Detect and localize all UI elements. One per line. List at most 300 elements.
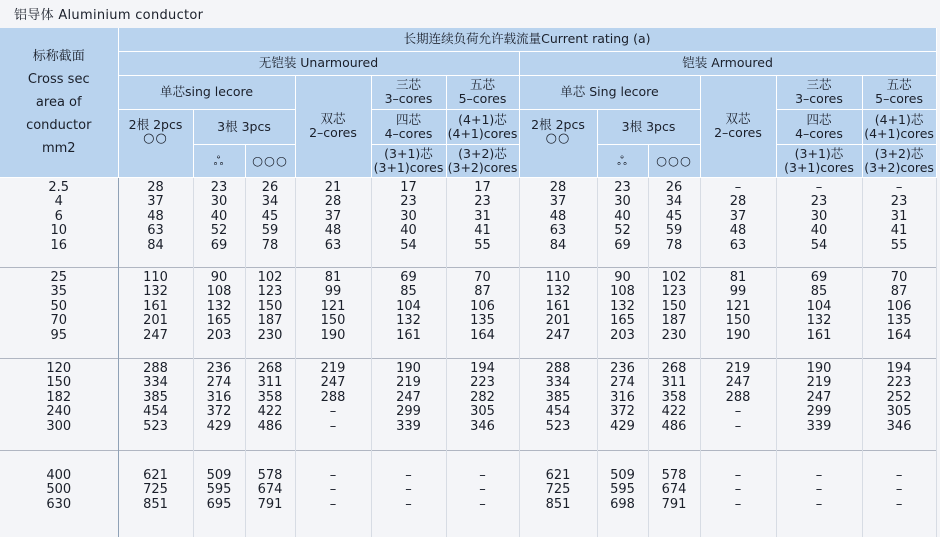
- rating-value: –: [479, 496, 486, 512]
- rating-cell: [371, 177, 446, 267]
- rating-cell: [648, 177, 700, 267]
- rating-value: 203: [206, 327, 232, 343]
- rating-value: 595: [610, 482, 635, 498]
- rating-cell: [862, 450, 936, 537]
- table-row-group: [0, 358, 936, 450]
- rating-value: 695: [206, 496, 232, 512]
- rating-value: 78: [665, 237, 683, 253]
- rating-value: 201: [143, 313, 168, 329]
- rating-value: 509: [610, 467, 635, 483]
- rating-value: 578: [661, 467, 687, 483]
- rating-value: 247: [396, 389, 421, 405]
- cross-section-value: 50: [50, 298, 68, 314]
- cross-section-value: 182: [46, 389, 72, 405]
- rating-value: 252: [886, 389, 912, 405]
- table-row-group: [0, 450, 936, 537]
- rating-cell: [193, 358, 245, 450]
- rating-value: 305: [470, 404, 495, 420]
- rating-value: 429: [206, 418, 232, 434]
- rating-value: 161: [806, 327, 832, 343]
- rating-cell: [597, 450, 648, 537]
- cross-section-value: 2.5: [48, 179, 70, 195]
- rating-value: 30: [810, 208, 828, 224]
- rating-value: 110: [545, 269, 571, 285]
- rating-cell: [118, 177, 193, 267]
- rating-value: 108: [206, 284, 232, 300]
- rating-value: 311: [257, 375, 283, 391]
- rating-value: 37: [549, 194, 567, 210]
- cross-section-value: 500: [46, 482, 72, 498]
- rating-value: 28: [549, 179, 567, 195]
- rating-value: 161: [143, 298, 168, 314]
- rating-value: 90: [210, 269, 228, 285]
- cross-section-value: 10: [50, 223, 68, 239]
- rating-value: 422: [661, 404, 687, 420]
- rating-cell: [597, 177, 648, 267]
- rating-value: 81: [324, 269, 342, 285]
- rating-value: 123: [661, 284, 687, 300]
- rating-value: 135: [886, 313, 912, 329]
- rating-value: –: [329, 467, 337, 483]
- rating-value: 372: [206, 404, 232, 420]
- rating-value: 110: [143, 269, 168, 285]
- cross-section-header: [0, 28, 118, 177]
- rating-value: 725: [545, 482, 571, 498]
- four-core-cn: 四芯: [395, 111, 421, 127]
- rating-value: 59: [665, 223, 683, 239]
- four-plus-one-header-armoured: [862, 109, 936, 144]
- cross-section-cell: [0, 177, 118, 267]
- rating-cell: [597, 358, 648, 450]
- rating-value: –: [329, 496, 337, 512]
- rating-value: 346: [470, 418, 495, 434]
- three-pcs-header-armoured: 3根 3pcs: [597, 109, 700, 144]
- two-cable-symbol: ○○: [143, 130, 168, 146]
- rating-value: 299: [396, 404, 421, 420]
- rating-value: –: [815, 482, 823, 498]
- three-plus-one-en: (3+1)cores: [784, 159, 854, 175]
- rating-value: 108: [610, 284, 635, 300]
- rating-value: 851: [545, 496, 571, 512]
- rating-value: 132: [396, 313, 421, 329]
- three-plus-two-en: (3+2)cores: [447, 159, 518, 175]
- unarmoured-header: 无铠装 Unarmoured: [118, 51, 519, 75]
- rating-value: 23: [614, 179, 631, 195]
- rating-value: 63: [147, 223, 164, 239]
- rating-cell: [118, 450, 193, 537]
- cross-section-value: 300: [46, 418, 72, 434]
- table-body: [0, 177, 936, 537]
- two-core-cn: 双芯: [725, 111, 751, 126]
- rating-value: 106: [470, 298, 495, 314]
- cross-section-value: 400: [46, 467, 72, 483]
- rating-value: 17: [474, 179, 491, 195]
- four-plus-one-en: (4+1)cores: [447, 125, 518, 141]
- rating-value: 37: [324, 208, 342, 224]
- rating-value: 99: [324, 284, 342, 300]
- four-plus-one-header-unarmoured: [446, 109, 519, 144]
- rating-value: 194: [470, 360, 495, 376]
- rating-value: 316: [610, 389, 635, 405]
- rating-cell: [700, 177, 776, 267]
- rating-value: 81: [729, 269, 747, 285]
- cross-section-unit: mm2: [41, 140, 76, 156]
- rating-value: 223: [886, 375, 912, 391]
- rating-value: –: [895, 179, 903, 195]
- rating-value: 23: [474, 194, 491, 210]
- rating-value: –: [405, 496, 412, 512]
- rating-cell: [371, 450, 446, 537]
- rating-value: 54: [400, 237, 417, 253]
- rating-value: 28: [729, 194, 747, 210]
- rating-value: 422: [257, 404, 283, 420]
- single-core-header-unarmoured: 单芯sing lecore: [118, 75, 295, 109]
- flat-symbol-armoured: ○○○: [648, 144, 700, 177]
- rating-value: 69: [210, 237, 228, 253]
- rating-value: 274: [206, 375, 232, 391]
- rating-value: 55: [474, 237, 491, 253]
- armoured-header: 铠装 Armoured: [519, 51, 936, 75]
- current-rating-table: [0, 28, 937, 537]
- rating-value: 40: [810, 223, 828, 239]
- rating-value: –: [329, 418, 337, 434]
- rating-value: 621: [545, 467, 571, 483]
- rating-value: 358: [257, 389, 283, 405]
- page-title: 铝导体 Aluminium conductor: [14, 8, 204, 23]
- rating-cell: [648, 450, 700, 537]
- table-header: [0, 28, 936, 177]
- rating-cell: [245, 267, 295, 358]
- four-plus-one-cn: (4+1)芯: [458, 111, 507, 127]
- rating-value: 288: [725, 389, 751, 405]
- rating-value: 31: [890, 208, 908, 224]
- rating-value: 28: [324, 194, 342, 210]
- rating-value: 219: [320, 360, 346, 376]
- three-plus-two-cn: (3+2)芯: [874, 145, 924, 161]
- rating-value: 219: [396, 375, 421, 391]
- two-core-en: 2–cores: [714, 125, 762, 140]
- rating-value: 219: [806, 375, 832, 391]
- rating-value: 132: [610, 298, 635, 314]
- two-core-cn: 双芯: [320, 111, 346, 126]
- four-core-header-unarmoured: [371, 109, 446, 144]
- two-core-en: 2–cores: [309, 125, 357, 140]
- rating-value: 288: [320, 389, 346, 405]
- cross-section-cell: [0, 267, 118, 358]
- rating-value: 150: [661, 298, 687, 314]
- rating-value: 37: [147, 194, 164, 210]
- rating-cell: [862, 177, 936, 267]
- rating-cell: [245, 450, 295, 537]
- rating-value: 851: [143, 496, 168, 512]
- rating-value: 30: [614, 194, 631, 210]
- three-core-header-armoured: [776, 75, 862, 109]
- rating-cell: [446, 450, 519, 537]
- three-plus-one-header-unarmoured: [371, 144, 446, 177]
- cross-section-value: 240: [46, 404, 72, 420]
- rating-value: 70: [474, 269, 491, 285]
- rating-cell: [776, 177, 862, 267]
- rating-cell: [371, 267, 446, 358]
- rating-value: 247: [320, 375, 346, 391]
- rating-value: 621: [143, 467, 168, 483]
- rating-value: 30: [210, 194, 228, 210]
- cross-section-en-1: Cross sec: [27, 71, 90, 87]
- rating-value: 791: [661, 496, 687, 512]
- cross-section-value: 25: [50, 269, 68, 285]
- five-core-header-armoured: [862, 75, 936, 109]
- rating-value: 164: [470, 327, 495, 343]
- rating-value: –: [405, 467, 412, 483]
- four-core-header-armoured: [776, 109, 862, 144]
- rating-value: –: [329, 404, 337, 420]
- rating-cell: [295, 177, 371, 267]
- rating-value: 41: [474, 223, 491, 239]
- rating-value: 23: [810, 194, 828, 210]
- current-rating-header: 长期连续负荷允许载流量Current rating (a): [118, 28, 936, 51]
- rating-value: 236: [206, 360, 232, 376]
- rating-cell: [519, 267, 597, 358]
- three-plus-one-cn: (3+1)芯: [384, 145, 433, 161]
- rating-value: 45: [261, 208, 279, 224]
- rating-value: 102: [661, 269, 687, 285]
- rating-value: 84: [549, 237, 567, 253]
- rating-value: 674: [257, 482, 283, 498]
- four-plus-one-cn: (4+1)芯: [874, 111, 924, 127]
- rating-value: 63: [324, 237, 342, 253]
- rating-cell: [776, 358, 862, 450]
- two-pcs-label: 2根 2pcs: [128, 116, 183, 132]
- rating-value: 268: [257, 360, 283, 376]
- cross-section-value: 4: [54, 194, 63, 210]
- rating-value: 190: [806, 360, 832, 376]
- rating-value: 31: [474, 208, 491, 224]
- single-core-header-armoured: 单芯 Sing lecore: [519, 75, 700, 109]
- rating-value: 219: [725, 360, 751, 376]
- cross-section-value: 630: [46, 496, 72, 512]
- rating-value: 121: [320, 298, 346, 314]
- rating-value: 41: [890, 223, 908, 239]
- rating-cell: [862, 358, 936, 450]
- rating-value: 85: [400, 284, 417, 300]
- rating-value: 674: [661, 482, 687, 498]
- rating-value: 48: [147, 208, 164, 224]
- rating-value: 48: [729, 223, 747, 239]
- three-core-en: 3–cores: [795, 91, 843, 106]
- rating-cell: [700, 267, 776, 358]
- three-core-cn: 三芯: [806, 77, 832, 92]
- rating-cell: [193, 177, 245, 267]
- rating-value: 385: [143, 389, 168, 405]
- rating-value: 595: [206, 482, 232, 498]
- five-core-en: 5–cores: [875, 91, 923, 106]
- rating-value: 288: [143, 360, 168, 376]
- rating-value: –: [815, 467, 823, 483]
- rating-value: 247: [725, 375, 751, 391]
- two-pcs-header-armoured: [519, 109, 597, 177]
- rating-value: 164: [886, 327, 912, 343]
- two-pcs-header-unarmoured: [118, 109, 193, 177]
- table-row-group: [0, 267, 936, 358]
- rating-value: 40: [210, 208, 228, 224]
- rating-value: 45: [665, 208, 683, 224]
- rating-value: 274: [610, 375, 635, 391]
- four-core-en: 4–cores: [795, 125, 843, 141]
- rating-value: 78: [261, 237, 279, 253]
- rating-value: –: [734, 179, 742, 195]
- rating-value: 69: [614, 237, 631, 253]
- rating-value: 247: [806, 389, 832, 405]
- rating-value: 230: [661, 327, 687, 343]
- rating-cell: [245, 358, 295, 450]
- rating-cell: [519, 177, 597, 267]
- rating-cell: [446, 267, 519, 358]
- trefoil-symbol-armoured: ஃ: [597, 144, 648, 177]
- rating-value: 339: [396, 418, 421, 434]
- rating-value: 268: [661, 360, 687, 376]
- three-plus-one-en: (3+1)cores: [373, 159, 444, 175]
- rating-value: 26: [261, 179, 279, 195]
- rating-value: 150: [257, 298, 283, 314]
- rating-value: 201: [545, 313, 571, 329]
- rating-value: –: [734, 404, 742, 420]
- rating-value: –: [479, 482, 486, 498]
- rating-value: 150: [320, 313, 346, 329]
- rating-value: –: [734, 467, 742, 483]
- rating-value: 87: [890, 284, 908, 300]
- rating-value: 40: [614, 208, 631, 224]
- rating-value: 339: [806, 418, 832, 434]
- three-plus-two-cn: (3+2)芯: [458, 145, 507, 161]
- rating-cell: [446, 358, 519, 450]
- rating-value: 48: [324, 223, 342, 239]
- rating-value: 40: [400, 223, 417, 239]
- rating-cell: [446, 177, 519, 267]
- rating-cell: [245, 177, 295, 267]
- three-plus-two-header-armoured: [862, 144, 936, 177]
- rating-cell: [519, 450, 597, 537]
- rating-value: –: [895, 482, 903, 498]
- rating-value: 17: [400, 179, 417, 195]
- rating-value: 135: [470, 313, 495, 329]
- three-core-header-unarmoured: [371, 75, 446, 109]
- five-core-en: 5–cores: [458, 91, 507, 106]
- four-core-cn: 四芯: [806, 111, 832, 127]
- rating-value: –: [734, 482, 742, 498]
- rating-value: 23: [210, 179, 228, 195]
- rating-value: 121: [725, 298, 751, 314]
- rating-cell: [371, 358, 446, 450]
- rating-value: 509: [206, 467, 232, 483]
- rating-value: 523: [143, 418, 168, 434]
- rating-value: 454: [143, 404, 168, 420]
- rating-value: 54: [810, 237, 828, 253]
- rating-cell: [597, 267, 648, 358]
- rating-cell: [519, 358, 597, 450]
- five-core-cn: 五芯: [886, 77, 912, 92]
- three-plus-two-header-unarmoured: [446, 144, 519, 177]
- cross-section-cn: 标称截面: [32, 48, 85, 64]
- rating-value: 299: [806, 404, 832, 420]
- three-core-en: 3–cores: [384, 91, 433, 106]
- rating-value: 358: [661, 389, 687, 405]
- rating-cell: [648, 267, 700, 358]
- rating-value: 194: [886, 360, 912, 376]
- rating-value: 578: [257, 467, 283, 483]
- rating-value: –: [329, 482, 337, 498]
- rating-value: 190: [320, 327, 346, 343]
- four-plus-one-en: (4+1)cores: [864, 125, 934, 141]
- cross-section-value: 70: [50, 313, 68, 329]
- rating-value: 316: [206, 389, 232, 405]
- rating-value: 372: [610, 404, 635, 420]
- rating-value: 247: [143, 327, 168, 343]
- rating-value: 132: [806, 313, 832, 329]
- rating-cell: [118, 358, 193, 450]
- rating-value: 102: [257, 269, 283, 285]
- rating-value: 132: [545, 284, 571, 300]
- rating-cell: [700, 358, 776, 450]
- rating-value: 123: [257, 284, 283, 300]
- rating-cell: [648, 358, 700, 450]
- rating-value: –: [405, 482, 412, 498]
- rating-value: –: [815, 179, 823, 195]
- rating-value: 223: [470, 375, 495, 391]
- cross-section-value: 16: [50, 237, 68, 253]
- rating-value: 104: [396, 298, 421, 314]
- rating-value: –: [479, 467, 486, 483]
- cross-section-en-3: conductor: [26, 117, 92, 133]
- rating-value: 230: [257, 327, 283, 343]
- two-core-header-armoured: [700, 75, 776, 177]
- rating-value: –: [895, 496, 903, 512]
- four-core-en: 4–cores: [384, 125, 433, 141]
- rating-cell: [295, 267, 371, 358]
- rating-value: 187: [661, 313, 687, 329]
- rating-value: 791: [257, 496, 283, 512]
- rating-value: 190: [725, 327, 751, 343]
- rating-value: 55: [890, 237, 908, 253]
- rating-value: 161: [396, 327, 421, 343]
- cross-section-value: 6: [54, 208, 63, 224]
- rating-cell: [776, 267, 862, 358]
- rating-value: 87: [474, 284, 491, 300]
- rating-value: –: [815, 496, 823, 512]
- rating-value: 305: [886, 404, 912, 420]
- rating-value: 203: [610, 327, 635, 343]
- rating-value: 132: [206, 298, 232, 314]
- rating-value: 23: [400, 194, 417, 210]
- rating-value: 247: [545, 327, 571, 343]
- rating-value: 21: [324, 179, 342, 195]
- rating-value: 30: [400, 208, 417, 224]
- rating-value: –: [734, 418, 742, 434]
- rating-value: 725: [143, 482, 168, 498]
- five-core-header-unarmoured: [446, 75, 519, 109]
- rating-value: –: [895, 467, 903, 483]
- rating-cell: [118, 267, 193, 358]
- rating-value: 132: [143, 284, 168, 300]
- rating-cell: [295, 358, 371, 450]
- rating-value: 99: [729, 284, 747, 300]
- five-core-cn: 五芯: [469, 77, 495, 92]
- rating-cell: [700, 450, 776, 537]
- rating-value: 165: [206, 313, 232, 329]
- rating-value: 59: [261, 223, 279, 239]
- cross-section-en-2: area of: [35, 94, 82, 110]
- rating-cell: [776, 450, 862, 537]
- three-plus-one-header-armoured: [776, 144, 862, 177]
